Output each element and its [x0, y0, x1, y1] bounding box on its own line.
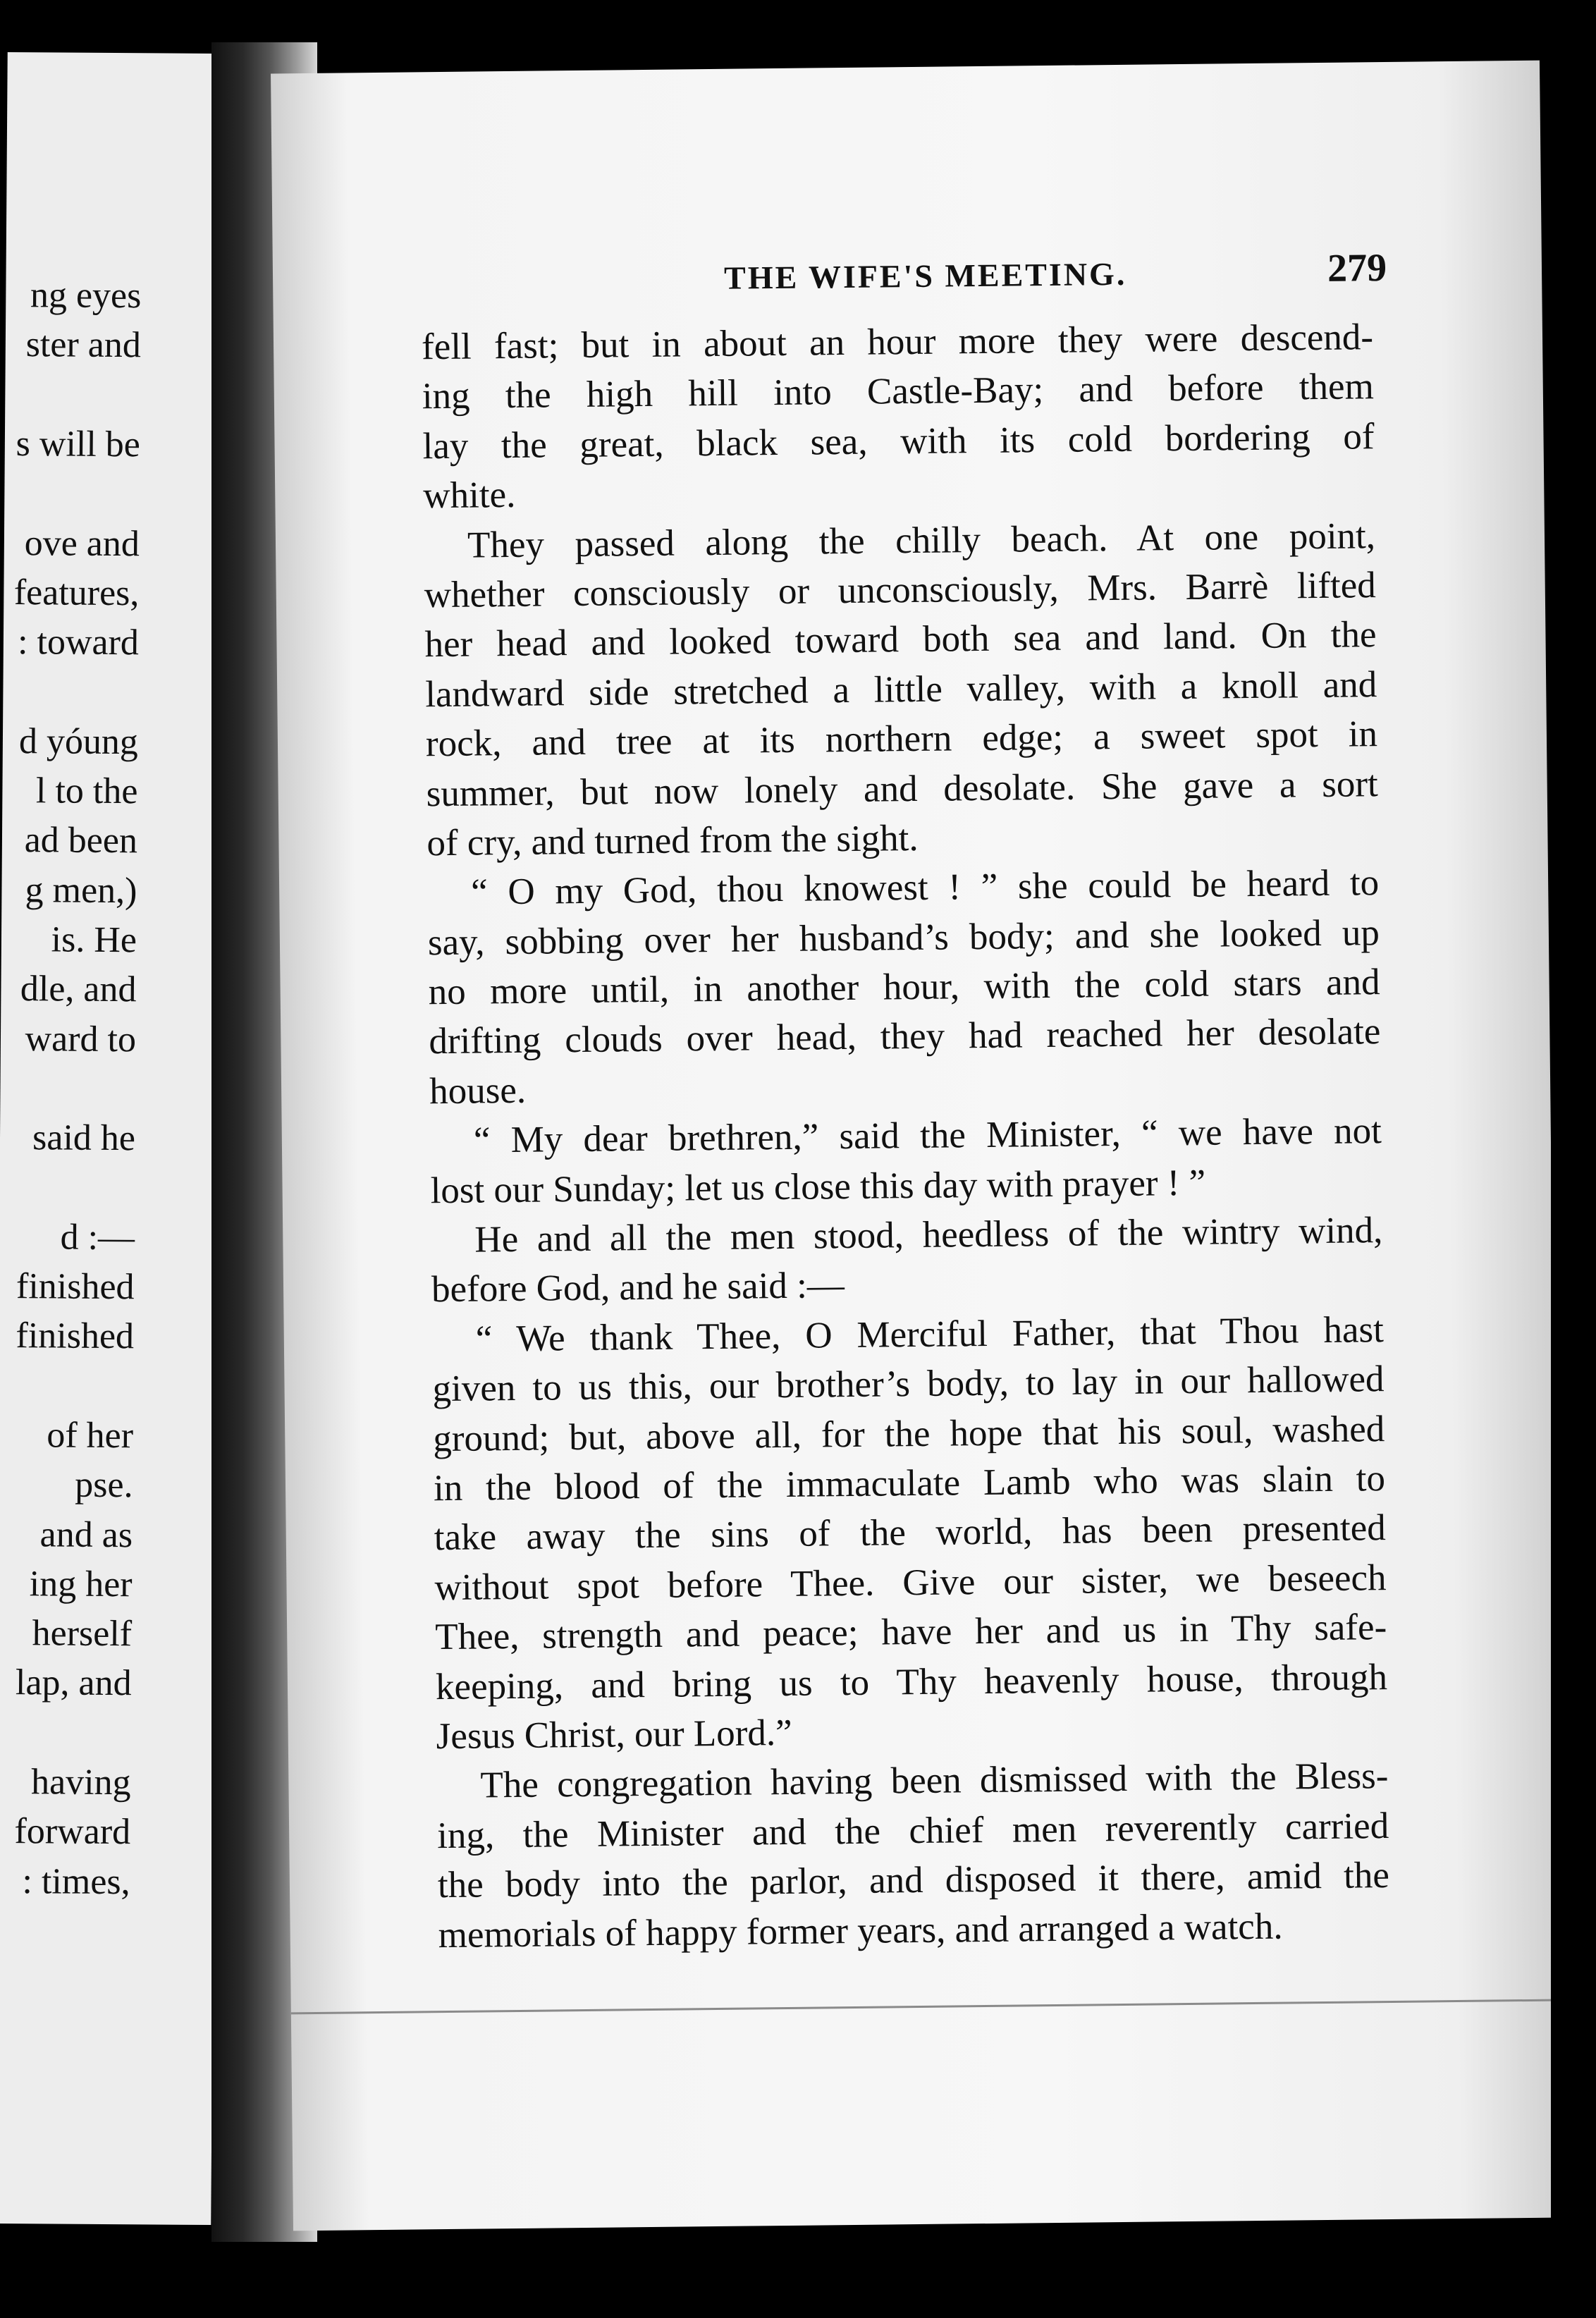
left-page-line: : times,: [22, 1860, 130, 1902]
text-line: “ My dear brethren,” said the Minister, “ we have not: [473, 1110, 1382, 1161]
left-page-line: is. He: [51, 919, 137, 961]
left-page-line: forward: [14, 1811, 131, 1853]
text-line: drifting clouds over head, they had reached her desolate: [429, 1011, 1381, 1062]
left-page-line: pse.: [75, 1464, 133, 1506]
body-text: [422, 312, 1390, 1960]
text-line: white.: [423, 474, 516, 517]
text-line: ing the high hill into Castle-Bay; and before them: [422, 366, 1375, 417]
text-line: He and all the men stood, heedless of the wintry wind,: [474, 1210, 1383, 1261]
left-page-line: said he: [32, 1117, 136, 1159]
text-line: her head and looked toward both sea and land. On the: [424, 614, 1377, 666]
left-page-line: : toward: [17, 622, 140, 663]
text-line: Thee, strength and peace; have her and us in Thy safe-: [434, 1607, 1387, 1658]
text-line: fell fast; but in about an hour more they were descend-: [421, 317, 1374, 368]
text-line: memorials of happy former years, and arranged a watch.: [438, 1906, 1283, 1956]
left-page-line: of her: [47, 1415, 134, 1457]
text-line: take away the sins of the world, has been presented: [434, 1507, 1387, 1559]
left-page-line: d :—: [60, 1217, 135, 1258]
page-number: 279: [1327, 245, 1387, 290]
previous-page-fragment: [0, 52, 226, 2225]
text-line: ground; but, above all, for the hope that his soul, washed: [433, 1408, 1385, 1459]
text-line: The congregation having been dismissed with the Bless-: [480, 1755, 1389, 1806]
left-page-line: features,: [13, 572, 140, 614]
left-page-line: finished: [16, 1266, 135, 1308]
left-page-line: ad been: [24, 820, 138, 861]
text-line: no more until, in another hour, with the cold stars and: [428, 962, 1380, 1013]
left-page-line: d yóung: [18, 720, 139, 762]
left-page-line: ward to: [25, 1018, 137, 1060]
text-line: summer, but now lonely and desolate. She gave a sort: [426, 763, 1378, 814]
left-page-line: having: [30, 1762, 131, 1803]
left-page-line: ster and: [25, 324, 142, 366]
text-line: lost our Sunday; let us close this day with prayer ! ”: [430, 1162, 1206, 1211]
left-page-line: l to the: [35, 771, 138, 812]
text-line: ing, the Minister and the chief men reverently carried: [436, 1805, 1389, 1856]
left-page-line: herself: [32, 1613, 133, 1655]
text-line: “ O my God, thou knowest ! ” she could be heard to: [470, 862, 1380, 913]
running-head: [273, 245, 1542, 321]
text-line: Jesus Christ, our Lord.”: [436, 1712, 792, 1758]
text-line: house.: [429, 1069, 527, 1112]
left-page-line: ing her: [29, 1564, 133, 1605]
text-line: in the blood of the immaculate Lamb who was slain to: [433, 1458, 1386, 1509]
text-line: whether consciously or unconsciously, Mrs. Barrè lifted: [424, 565, 1377, 616]
text-line: lay the great, black sea, with its cold bordering of: [422, 415, 1375, 467]
book-page: [271, 61, 1562, 2231]
left-page-line: and as: [39, 1514, 133, 1555]
left-page-line: dle, and: [20, 969, 137, 1010]
left-page-line: lap, and: [15, 1662, 132, 1704]
left-page-line: ng eyes: [30, 275, 142, 317]
text-line: “ We thank Thee, O Merciful Father, that Thou hast: [475, 1308, 1385, 1360]
text-line: say, sobbing over her husband’s body; and she looked up: [427, 912, 1380, 963]
text-line: They passed along the chilly beach. At one point,: [467, 515, 1376, 566]
text-line: without spot before Thee. Give our sister, we beseech: [434, 1557, 1387, 1608]
left-page-line: g men,): [25, 869, 137, 911]
running-head-title: THE WIFE'S MEETING.: [723, 255, 1127, 296]
text-line: before God, and he said :—: [431, 1265, 845, 1311]
left-page-line: ove and: [24, 522, 140, 564]
scan-line-artifact: [291, 1999, 1560, 2015]
left-page-line: s will be: [16, 423, 141, 465]
text-line: the body into the parlor, and disposed it there, amid the: [437, 1855, 1390, 1906]
scan-edge: [1551, 42, 1596, 2242]
text-line: given to us this, our brother’s body, to lay in our hallowed: [432, 1359, 1385, 1410]
text-line: of cry, and turned from the sight.: [426, 817, 919, 864]
text-line: rock, and tree at its northern edge; a sweet spot in: [425, 713, 1378, 765]
left-page-line: finished: [16, 1316, 135, 1357]
text-line: landward side stretched a little valley, with a knoll and: [424, 663, 1377, 715]
text-line: keeping, and bring us to Thy heavenly house, through: [435, 1656, 1388, 1707]
